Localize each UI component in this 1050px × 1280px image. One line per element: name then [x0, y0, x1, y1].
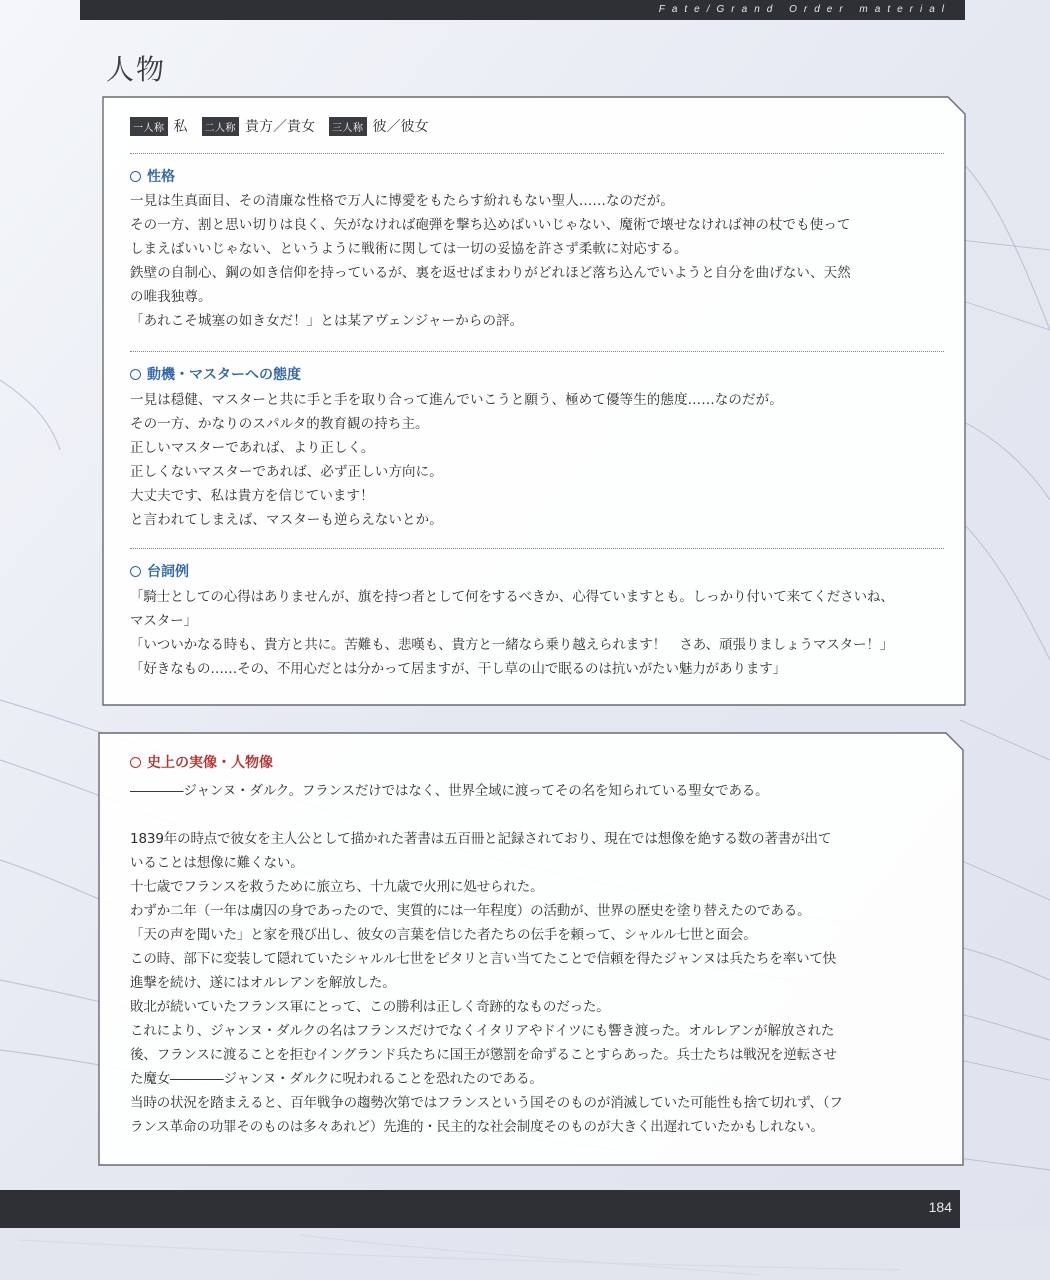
third-person-tag: 三人称 — [329, 117, 367, 136]
series-title: Fate/Grand Order material — [658, 4, 951, 15]
history-heading — [130, 752, 273, 772]
text-line: 進撃を続け、遂にはオルレアンを解放した。 — [130, 975, 396, 991]
motivation-heading-text: 動機・マスターへの態度 — [147, 367, 301, 383]
text-line: の唯我独尊。 — [130, 289, 212, 305]
personality-heading-text: 性格 — [147, 169, 175, 185]
text-line: 「好きなもの……その、不用心だとは分かって居ますが、干し草の山で眠るのは抗いがたい魅力があります」 — [130, 661, 787, 677]
text-line: 正しくないマスターであれば、必ず正しい方向に。 — [130, 464, 443, 480]
text-line: 「いついかなる時も、貴方と共に。苦難も、悲嘆も、貴方と一緒なら乗り越えられます！ さあ、頑張りましょうマスター！」 — [130, 637, 894, 653]
text-line: マスター」 — [130, 613, 197, 629]
second-person-value: 貴方／貴女 — [245, 119, 315, 135]
text-line: 鉄壁の自制心、鋼の如き信仰を持っているが、裏を返せばまわりがどれほど落ち込んでいようと自分を曲げない、天然 — [130, 265, 851, 281]
first-person-value: 私 — [173, 119, 188, 135]
footer-bar — [0, 1190, 960, 1228]
header-bar — [80, 0, 965, 20]
quotes-text — [130, 585, 894, 681]
text-line: ランス革命の功罪そのものは多々あれど）先進的・民主的な社会制度そのものが大きく出遅れていたかもしれない。 — [130, 1119, 824, 1135]
personality-heading — [130, 166, 175, 186]
circle-bullet-icon — [130, 171, 141, 182]
character-profile-box — [102, 96, 966, 706]
pronoun-row — [130, 116, 443, 136]
page-number: 184 — [928, 1199, 952, 1215]
history-text — [130, 779, 843, 1139]
text-line: この時、部下に変装して隠れていたシャルル七世をピタリと言い当てたことで信頼を得たジャンヌは兵たちを率いて快 — [130, 951, 837, 967]
third-person-value: 彼／彼女 — [372, 119, 429, 135]
history-heading-text: 史上の実像・人物像 — [147, 755, 273, 771]
circle-bullet-icon — [130, 757, 141, 768]
text-line: 敗北が続いていたフランス軍にとって、この勝利は正しく奇跡的なものだった。 — [130, 999, 610, 1015]
first-person-tag: 一人称 — [130, 117, 168, 136]
text-line: 「あれこそ城塞の如き女だ！」とは某アヴェンジャーからの評。 — [130, 313, 524, 329]
circle-bullet-icon — [130, 369, 141, 380]
text-line: 後、フランスに渡ることを拒むイングランド兵たちに国王が懲罰を命ずることすらあった。兵士たちは戦況を逆転させ — [130, 1047, 837, 1063]
motivation-heading — [130, 364, 301, 384]
circle-bullet-icon — [130, 566, 141, 577]
personality-text — [130, 189, 851, 333]
text-line: た魔女――――ジャンヌ・ダルクに呪われることを恐れたのである。 — [130, 1071, 543, 1087]
text-line: 当時の状況を踏まえると、百年戦争の趨勢次第ではフランスという国そのものが消滅していた可能性も捨て切れず、（フ — [130, 1095, 843, 1111]
text-line: 一見は穏健、マスターと共に手と手を取り合って進んでいこうと願う、極めて優等生的態度……なのだが。 — [130, 392, 783, 408]
text-line: 正しいマスターであれば、より正しく。 — [130, 440, 375, 456]
section-divider — [130, 153, 944, 154]
text-line: その一方、割と思い切りは良く、矢がなければ砲弾を撃ち込めばいいじゃない、魔術で壊せなければ神の杖でも使って — [130, 217, 851, 233]
text-line: 十七歳でフランスを救うために旅立ち、十九歳で火刑に処せられた。 — [130, 879, 544, 895]
section-divider — [130, 351, 944, 352]
text-line: これにより、ジャンヌ・ダルクの名はフランスだけでなくイタリアやドイツにも響き渡った。オルレアンが解放された — [130, 1023, 835, 1039]
text-line: 1839年の時点で彼女を主人公として描かれた著書は五百冊と記録されており、現在では想像を絶する数の著書が出て — [130, 831, 832, 847]
section-divider — [130, 548, 944, 549]
text-line: 大丈夫です、私は貴方を信じています！ — [130, 488, 374, 504]
text-line: わずか二年（一年は虜囚の身であったので、実質的には一年程度）の活動が、世界の歴史を塗り替えたのである。 — [130, 903, 811, 919]
quotes-heading — [130, 561, 189, 581]
text-line: 「騎士としての心得はありませんが、旗を持つ者として何をするべきか、心得ていますとも。しっかり付いて来てくださいね、 — [130, 589, 894, 605]
text-line: 「天の声を聞いた」と家を飛び出し、彼女の言葉を信じた者たちの伝手を頼って、シャルル七世と面会。 — [130, 927, 757, 943]
second-person-tag: 二人称 — [202, 117, 240, 136]
text-line: しまえばいいじゃない、というように戦術に関しては一切の妥協を許さず柔軟に対応する。 — [130, 241, 688, 257]
text-line: と言われてしまえば、マスターも逆らえないとか。 — [130, 512, 443, 528]
historical-profile-box — [98, 732, 964, 1166]
text-line: 一見は生真面目、その清廉な性格で万人に博愛をもたらす紛れもない聖人……なのだが。 — [130, 193, 674, 209]
motivation-text — [130, 388, 783, 532]
text-line: ――――ジャンヌ・ダルク。フランスだけではなく、世界全域に渡ってその名を知られている聖女である。 — [130, 783, 769, 799]
text-line — [130, 803, 843, 827]
quotes-heading-text: 台詞例 — [147, 564, 189, 580]
text-line: いることは想像に難くない。 — [130, 855, 304, 871]
page-title: 人物 — [106, 53, 167, 86]
text-line: その一方、かなりのスパルタ的教育観の持ち主。 — [130, 416, 429, 432]
